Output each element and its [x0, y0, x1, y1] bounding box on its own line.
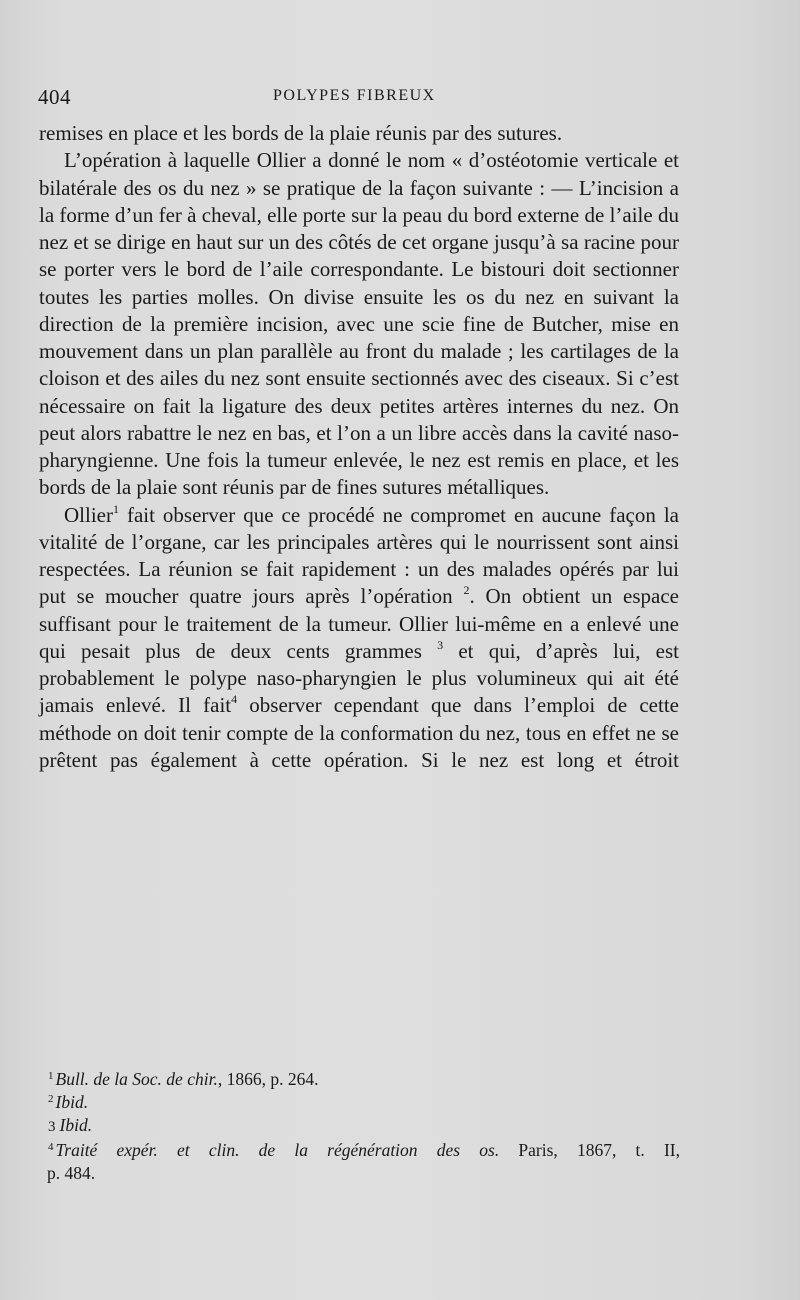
footnote-4	[48, 1139, 680, 1162]
footnote-1-mark: 1	[48, 1070, 54, 1082]
footnote-ref-4: 4	[231, 692, 238, 707]
footnote-ref-3: 3	[437, 637, 444, 652]
paragraph-2: L’opération à laquelle Ollier a donné le nom « d’ostéotomie verticale et bilatérale des os du nez » se pratique de la façon suivante : — L’incision a la forme d’un fer à cheval, elle porte sur la peau du bord externe de l’aile du nez et se dirige en haut sur un des côtés de cet organe jusqu’à sa racine pour se porter vers le bord de l’aile correspondante. Le bistouri doit sectionner toutes les parties molles. On divise ensuite les os du nez en suivant la direction de la première incision, avec une scie fine de Butcher, mise en mouvement dans un plan parallèle au front du malade ; les cartilages de la cloison et des ailes du nez sont ensuite sectionnés avec des ciseaux. Si c’est nécessaire on fait la ligature des deux petites artères internes du nez. On peut alors rabattre le nez en bas, et l’on a un libre accès dans la cavité naso-pharyngienne. Une fois la tumeur enlevée, le nez est remis en place, et les bords de la plaie sont réunis par de fines sutures métalliques.	[39, 148, 679, 500]
footnote-4-mark: 4	[48, 1141, 54, 1153]
footnote-4-detail: Paris, 1867, t. II,	[499, 1140, 680, 1160]
footnotes	[48, 1068, 680, 1185]
footnote-3-source: Ibid.	[59, 1115, 93, 1135]
footnote-3-mark: 3	[48, 1119, 56, 1135]
page-number: 404	[38, 85, 71, 109]
footnote-ref-1: 1	[112, 501, 119, 516]
footnote-2	[48, 1091, 680, 1114]
body-text	[39, 120, 679, 774]
footnote-4-continuation: p. 484.	[47, 1163, 96, 1183]
paragraph-3-part-a: Ollier	[64, 502, 113, 527]
paragraph-1: remises en place et les bords de la plaie réunis par des sutures.	[39, 121, 563, 145]
page-header	[38, 85, 678, 111]
footnote-ref-2: 2	[463, 583, 470, 598]
footnote-1-source: Bull. de la Soc. de chir.	[55, 1069, 218, 1089]
paragraph-3-part-e: observer cependant que dans l’emploi de cette méthode on doit tenir compte de la conformation du nez, tous en effet ne se prêtent pas également à cette opération. Si le nez est long et étroit	[39, 693, 679, 772]
footnote-2-mark: 2	[48, 1093, 54, 1105]
footnote-3	[48, 1114, 680, 1139]
footnote-1-detail: , 1866, p. 264.	[217, 1069, 319, 1089]
paragraph-3-part-b: fait observer que ce procédé ne compromet en aucune façon la vitalité de l’organe, car les principales artères qui le nourrissent sont ainsi respectées. La réunion se fait rapidement : un des malades opérés par lui put se moucher quatre jours après l’opération	[39, 502, 679, 609]
footnote-2-source: Ibid.	[55, 1092, 89, 1112]
paragraph-3-part-c: . On obtient un espace suffisant pour le traitement de la tumeur. Ollier lui-même en a enlevé une qui pesait plus de deux cents grammes	[39, 584, 679, 663]
paragraph-3-part-d: et qui, d’après lui, est probablement le polype naso-pharyngien le plus volumineux qui ait été jamais enlevé. Il fait	[39, 638, 679, 718]
footnote-1	[48, 1068, 680, 1091]
running-head: POLYPES FIBREUX	[273, 87, 436, 104]
paragraph-3	[39, 502, 679, 775]
footnote-4-source: Traité expér. et clin. de la régénération des os.	[55, 1140, 500, 1160]
